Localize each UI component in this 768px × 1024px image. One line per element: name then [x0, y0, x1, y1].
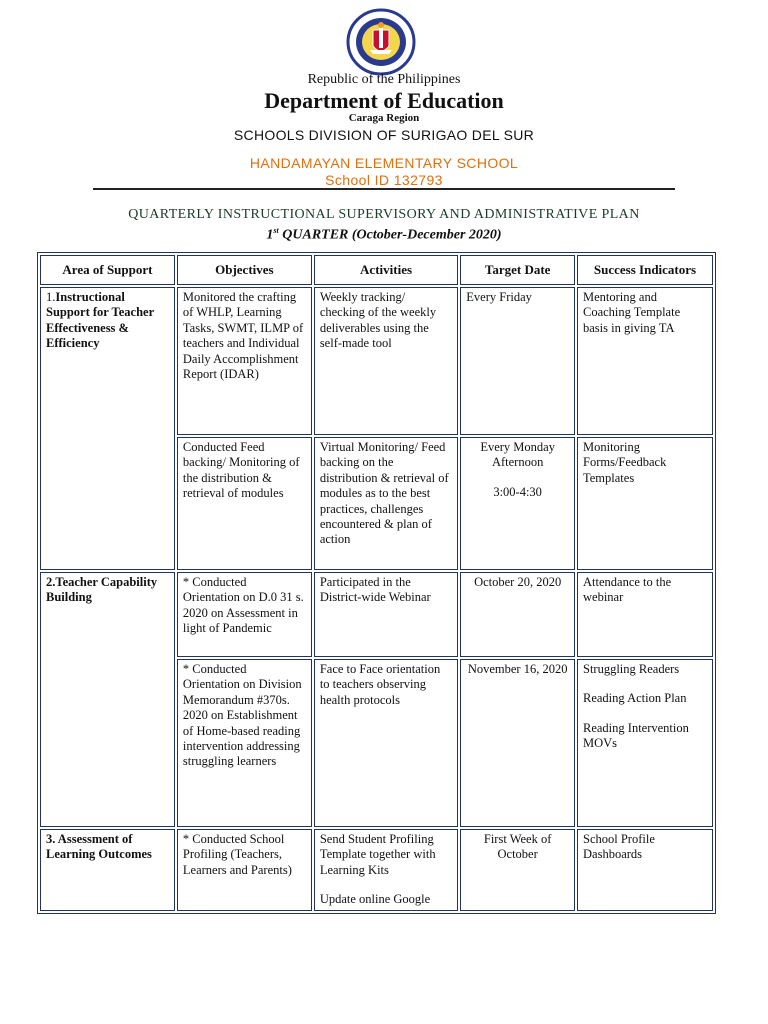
activity-line: Send Student Profiling Template together with Learning Kits: [319, 832, 436, 877]
quarter-title: [0, 226, 768, 244]
indicator-cell: Attendance to the webinar: [577, 572, 713, 657]
objective-cell: Monitored the crafting of WHLP, Learning Tasks, SWMT, ILMP of teachers and Individual Daily Accomplishment Report (IDAR): [177, 287, 312, 435]
header-area: Area of Support: [40, 255, 175, 285]
activity-line: Update online Google: [319, 892, 431, 907]
area-cell: 3. Assessment of Learning Outcomes: [40, 829, 175, 911]
target-cell: November 16, 2020: [460, 659, 575, 827]
quarter-number: 1: [266, 227, 274, 243]
quarter-suffix: st: [273, 226, 279, 235]
activity-cell: Virtual Monitoring/ Feed backing on the distribution & retrieval of modules as to the best practices, challenges encountered & plan of action: [314, 437, 458, 570]
objective-cell: * Conducted School Profiling (Teachers, Learners and Parents): [177, 829, 312, 911]
table-header-row: [40, 255, 713, 285]
target-time: 3:00-4:30: [493, 484, 542, 499]
objective-cell: * Conducted Orientation on Division Memorandum #370s. 2020 on Establishment of Home-based reading intervention addressing struggling learners: [177, 659, 312, 827]
area-label: Instructional Support for Teacher Effectiveness & Efficiency: [46, 290, 154, 351]
activity-cell: [314, 829, 458, 911]
school-id: School ID 132793: [325, 172, 443, 188]
table-row: [40, 572, 713, 657]
objective-cell: * Conducted Orientation on D.0 31 s. 2020 on Assessment in light of Pandemic: [177, 572, 312, 657]
republic-line: Republic of the Philippines: [307, 72, 461, 87]
indicator-line: Struggling Readers: [583, 662, 680, 676]
header-objectives: Objectives: [177, 255, 312, 285]
target-cell: First Week of October: [460, 829, 575, 911]
school-name: HANDAMAYAN ELEMENTARY SCHOOL: [249, 155, 519, 171]
table-row: [40, 829, 713, 911]
plan-title: QUARTERLY INSTRUCTIONAL SUPERVISORY AND ADMINISTRATIVE PLAN: [128, 207, 640, 222]
table-row: [40, 287, 713, 435]
area-cell: 2.Teacher Capability Building: [40, 572, 175, 827]
division-line: SCHOOLS DIVISION OF SURIGAO DEL SUR: [233, 127, 535, 143]
area-prefix: 1.: [46, 290, 56, 304]
indicator-cell: [577, 659, 713, 827]
target-cell: October 20, 2020: [460, 572, 575, 657]
quarter-range: QUARTER (October-December 2020): [278, 227, 502, 243]
indicator-cell: Mentoring and Coaching Template basis in giving TA: [577, 287, 713, 435]
region-line: Caraga Region: [348, 112, 420, 124]
area-cell: [40, 287, 175, 570]
header-divider: [93, 188, 675, 190]
indicator-cell: School Profile Dashboards: [577, 829, 713, 911]
indicator-line: Reading Intervention MOVs: [583, 720, 689, 751]
deped-seal-icon: [337, 8, 425, 76]
header-success-indicators: Success Indicators: [577, 255, 713, 285]
target-cell: Every Friday: [460, 287, 575, 435]
activity-cell: Weekly tracking/ checking of the weekly deliverables using the self-made tool: [314, 287, 458, 435]
indicator-line: Reading Action Plan: [583, 691, 687, 706]
target-day: Every Monday Afternoon: [480, 440, 555, 470]
objective-cell: Conducted Feed backing/ Monitoring of the distribution & retrieval of modules: [177, 437, 312, 570]
activity-cell: Participated in the District-wide Webinar: [314, 572, 458, 657]
header-target-date: Target Date: [460, 255, 575, 285]
plan-table: [37, 252, 716, 914]
activity-cell: Face to Face orientation to teachers observing health protocols: [314, 659, 458, 827]
department-title: Department of Education: [264, 88, 504, 113]
indicator-cell: Monitoring Forms/Feedback Templates: [577, 437, 713, 570]
target-cell: [460, 437, 575, 570]
header-activities: Activities: [314, 255, 458, 285]
